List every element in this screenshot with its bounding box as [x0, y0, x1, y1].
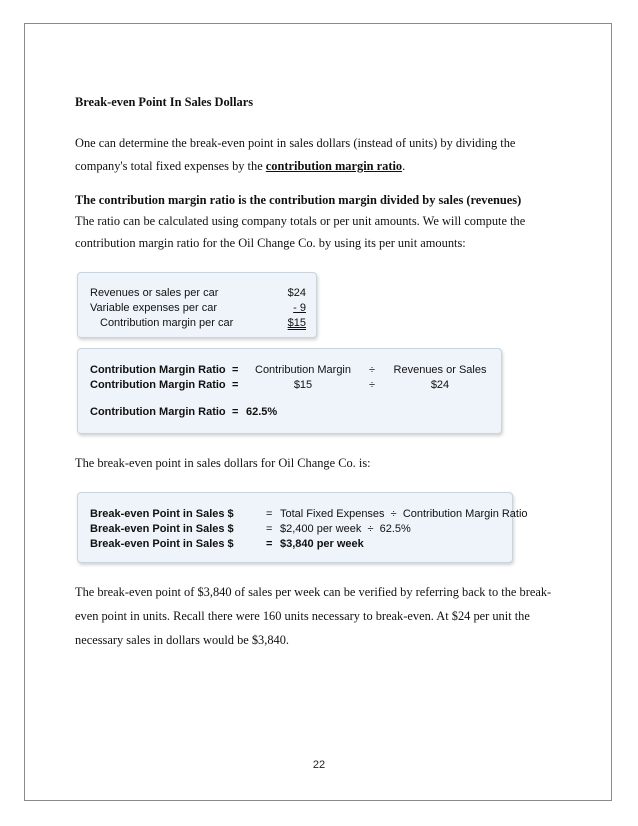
bep-row3-label: Break-even Point in Sales $	[90, 538, 234, 550]
bold-statement: The contribution margin ratio is the contribution margin divided by sales (revenues)	[75, 193, 522, 207]
paragraph-1-period: .	[402, 159, 406, 173]
bep-intro: The break-even point in sales dollars for Oil Change Co. is:	[75, 456, 371, 470]
paragraph-2-line-1: The ratio can be calculated using company totals or per unit amounts. We will compute the	[75, 214, 526, 228]
contribution-margin-value: $15	[287, 317, 306, 329]
ratio-row2-a: $15	[293, 379, 313, 391]
ratio-row1-b: Revenues or Sales	[393, 364, 487, 376]
variable-expenses-label: Variable expenses per car	[90, 302, 217, 314]
ratio-row1-label: Contribution Margin Ratio	[90, 364, 226, 376]
bep-row1-eq: =	[266, 508, 273, 520]
paragraph-1-text: company's total fixed expenses by the	[75, 159, 266, 173]
paragraph-3-line-1: The break-even point of $3,840 of sales per week can be verified by referring back to the break-	[75, 585, 552, 599]
ratio-row3-label: Contribution Margin Ratio	[90, 406, 226, 418]
contribution-margin-label: Contribution margin per car	[100, 317, 234, 329]
paragraph-3-line-3: necessary sales in dollars would be $3,840.	[75, 633, 290, 647]
paragraph-1-line-2	[75, 159, 405, 174]
bep-row1-expr: Total Fixed Expenses ÷ Contribution Margin Ratio	[280, 508, 528, 520]
revenues-label: Revenues or sales per car	[90, 287, 219, 299]
bep-row3-expr: $3,840 per week	[280, 538, 364, 550]
ratio-row1-a: Contribution Margin	[255, 364, 351, 376]
bep-row2-eq: =	[266, 523, 273, 535]
ratio-row2-label: Contribution Margin Ratio	[90, 379, 226, 391]
ratio-box	[77, 348, 502, 434]
bep-box	[77, 492, 528, 563]
per-car-box	[77, 272, 317, 338]
ratio-row1-op: ÷	[368, 364, 376, 376]
ratio-row2-b: $24	[430, 379, 450, 391]
contribution-margin-ratio-link[interactable]: contribution margin ratio	[265, 159, 403, 173]
ratio-row3-eq: =	[232, 406, 239, 418]
paragraph-3-line-2: even point in units. Recall there were 160 units necessary to break-even. At $24 per unit the	[75, 609, 530, 623]
bep-row2-label: Break-even Point in Sales $	[90, 523, 234, 535]
bep-row1-label: Break-even Point in Sales $	[90, 508, 234, 520]
revenues-value: $24	[287, 287, 306, 299]
bep-row2-expr: $2,400 per week ÷ 62.5%	[280, 523, 411, 535]
paragraph-1-line-1: One can determine the break-even point in sales dollars (instead of units) by dividing the	[75, 136, 516, 150]
section-heading: Break-even Point In Sales Dollars	[75, 95, 254, 109]
ratio-result: 62.5%	[246, 406, 278, 418]
ratio-row2-op: ÷	[368, 379, 376, 391]
bep-row3-eq: =	[266, 538, 273, 550]
paragraph-2-line-2: contribution margin ratio for the Oil Change Co. by using its per unit amounts:	[75, 236, 466, 250]
ratio-row1-eq: =	[232, 364, 239, 376]
ratio-row2-eq: =	[232, 379, 239, 391]
page-number: 22	[312, 759, 326, 771]
variable-expenses-value: - 9	[293, 302, 306, 314]
